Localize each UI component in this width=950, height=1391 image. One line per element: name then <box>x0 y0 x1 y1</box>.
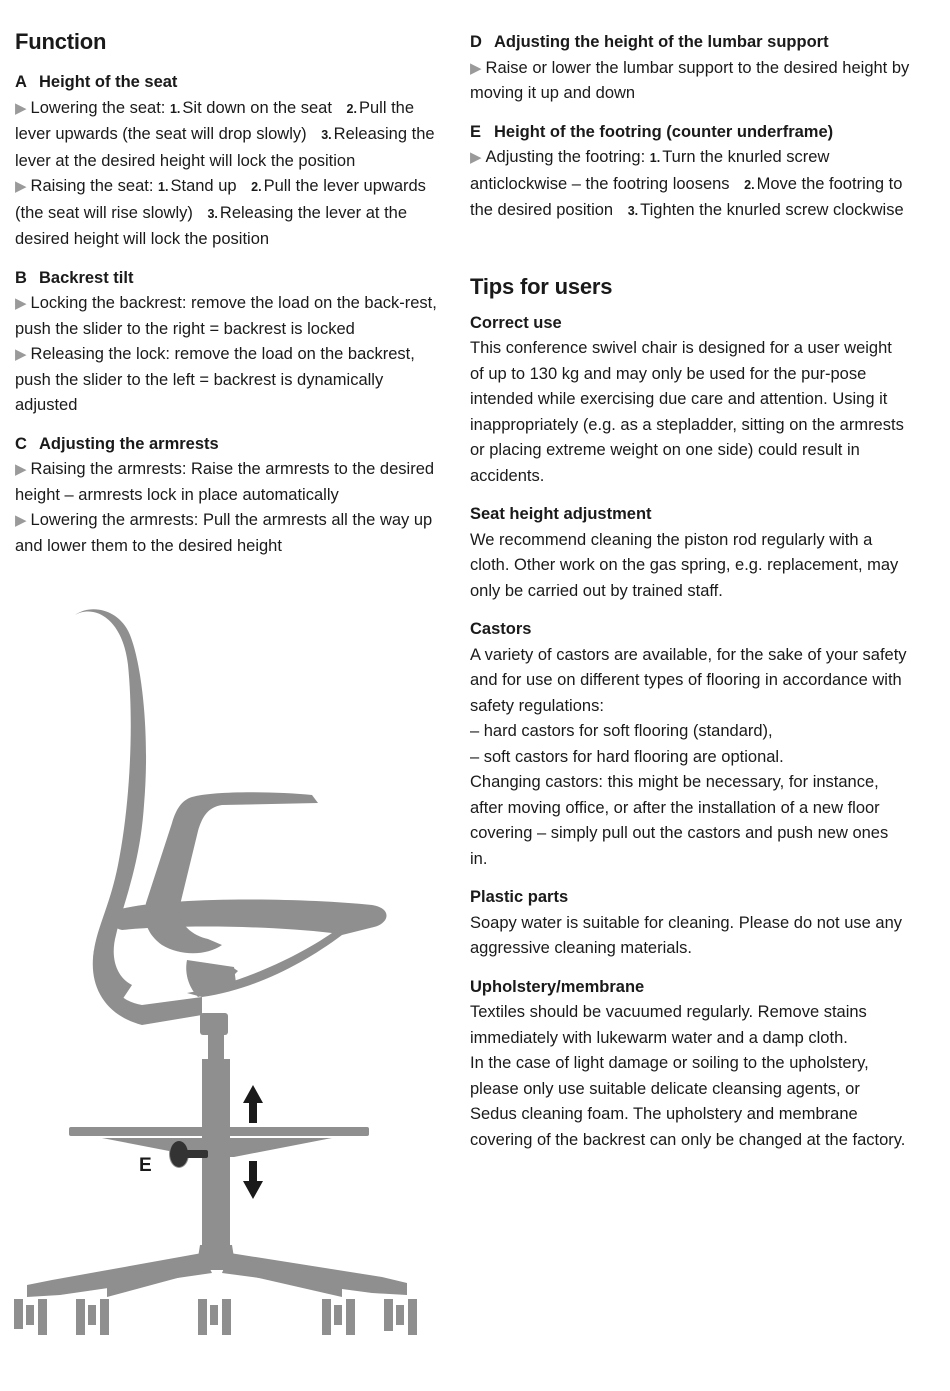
section-b-title: B Backrest tilt <box>15 268 134 287</box>
castor-2b <box>88 1305 96 1325</box>
section-c <box>15 432 450 560</box>
section-e <box>470 120 910 225</box>
section-c-item-1: ▶ Raising the armrests: Raise the armrests to the desired height – armrests lock in place automatically <box>15 460 435 504</box>
section-e-item-1: ▶ Adjusting the footring: 1. Turn the knurled screw anticlockwise – the footring loosens 2. Move the footring to the desired position 3. Tighten the knurled screw clockwise <box>470 148 904 219</box>
tips-upholstery-text-1: Textiles should be vacuumed regularly. Remove stains immediately with lukewarm water and a damp cloth. <box>470 1003 867 1047</box>
arrow-down-icon <box>243 1161 263 1199</box>
knurled-screw-tip <box>186 1150 208 1158</box>
chair-footring <box>69 1127 369 1136</box>
section-b-item-1: ▶ Locking the backrest: remove the load on the back-rest, push the slider to the right = backrest is locked <box>15 294 437 338</box>
figure-label-e: E <box>139 1155 152 1176</box>
castor-1c <box>38 1299 47 1335</box>
section-a-title: A Height of the seat <box>15 73 178 91</box>
section-a-item-1: ▶ Lowering the seat: 1. Sit down on the seat 2. Pull the lever upwards (the seat will drop slowly) 3. Releasing the lever at the desired height will lock the position <box>15 98 435 170</box>
chair-backrest <box>75 609 146 1000</box>
triangle-bullet-icon: ▶ <box>15 295 27 312</box>
tips-heading: Tips for users <box>470 273 613 299</box>
section-c-item-2: ▶ Lowering the armrests: Pull the armrests all the way up and lower them to the desired height <box>15 511 433 555</box>
castor-3b <box>210 1305 218 1325</box>
castor-4b <box>334 1305 342 1325</box>
castor-4c <box>346 1299 355 1335</box>
tips-castors-text-1: A variety of castors are available, for the sake of your safety and for use on different types of flooring in accordance with safety regulations: <box>470 645 907 715</box>
section-a <box>15 70 450 253</box>
function-heading: Function <box>15 29 107 54</box>
arrow-up-icon <box>243 1085 263 1123</box>
tips-seat-height <box>470 502 910 604</box>
tips-correct-use-title: Correct use <box>470 313 562 332</box>
triangle-bullet-icon: ▶ <box>15 461 27 478</box>
castor-3 <box>198 1299 207 1335</box>
section-e-title: E Height of the footring (counter underframe) <box>470 122 834 141</box>
tips-castors-title: Castors <box>470 620 532 638</box>
tips-correct-use <box>470 311 910 490</box>
chair-footring-underframe <box>102 1138 332 1157</box>
tips-seat-height-title: Seat height adjustment <box>470 505 652 523</box>
chair-gas-spring-top <box>200 1013 228 1035</box>
knurled-screw-knob-icon <box>170 1141 188 1167</box>
tips-plastic-parts-text: Soapy water is suitable for cleaning. Please do not use any aggressive cleaning materials. <box>470 913 903 957</box>
castor-4 <box>322 1299 331 1335</box>
triangle-bullet-icon: ▶ <box>15 99 27 117</box>
section-b-item-2: ▶ Releasing the lock: remove the load on the backrest, push the slider to the left = backrest is dynamically adjusted <box>15 345 415 414</box>
function-column <box>15 0 450 559</box>
tips-plastic-parts <box>470 885 910 962</box>
triangle-bullet-icon: ▶ <box>470 59 482 77</box>
triangle-bullet-icon: ▶ <box>470 149 482 166</box>
tips-castors-text-3: – soft castors for hard flooring are optional. <box>470 747 784 766</box>
tips-castors <box>470 617 910 872</box>
chair-gas-spring-upper <box>208 1035 224 1059</box>
castor-1b <box>26 1305 34 1325</box>
section-c-title: C Adjusting the armrests <box>15 434 219 453</box>
castor-5 <box>384 1299 393 1331</box>
chair-base-center <box>196 1245 236 1270</box>
tips-seat-height-text: We recommend cleaning the piston rod regularly with a cloth. Other work on the gas spring, e.g. replacement, may only be carried out by trained staff. <box>470 530 899 600</box>
castor-5b <box>396 1305 404 1325</box>
castor-1 <box>14 1299 23 1329</box>
castor-5c <box>408 1299 417 1335</box>
triangle-bullet-icon: ▶ <box>15 346 27 363</box>
section-b <box>15 266 450 419</box>
tips-castors-text-2: – hard castors for soft flooring (standard), <box>470 722 773 740</box>
chair-illustration <box>12 605 432 1345</box>
tips-correct-use-text: This conference swivel chair is designed for a user weight of up to 130 kg and may only be used for the pur-pose intended while exercising due care and attention. Using it inappropriately (e.g. as a stepladder, sitting on the armrests or placing extreme weight on one side) could result in accidents. <box>470 339 904 485</box>
section-d <box>470 30 910 107</box>
section-d-title: D Adjusting the height of the lumbar support <box>470 33 829 51</box>
tips-plastic-parts-title: Plastic parts <box>470 888 569 906</box>
right-column <box>470 0 910 1153</box>
section-d-item-1: ▶ Raise or lower the lumbar support to the desired height by moving it up and down <box>470 58 910 102</box>
tips-upholstery-text-2: In the case of light damage or soiling to the upholstery, please only use suitable delicate cleansing agents, or Sedus cleaning foam. The upholstery and membrane covering of the backrest can only be changed at the factory. <box>470 1054 906 1149</box>
triangle-bullet-icon: ▶ <box>15 178 27 195</box>
castor-3c <box>222 1299 231 1335</box>
tips-upholstery-title: Upholstery/membrane <box>470 977 645 996</box>
castor-2 <box>76 1299 85 1335</box>
tips-castors-text-4: Changing castors: this might be necessary, for instance, after moving office, or after the installation of a new floor covering – simply pull out the castors and push new ones in. <box>470 773 889 868</box>
triangle-bullet-icon: ▶ <box>15 512 27 529</box>
section-a-item-2: ▶ Raising the seat: 1. Stand up 2. Pull the lever upwards (the seat will rise slowly) 3. Releasing the lever at the desired height will lock the position <box>15 177 426 248</box>
tips-upholstery <box>470 975 910 1154</box>
castor-2c <box>100 1299 109 1335</box>
